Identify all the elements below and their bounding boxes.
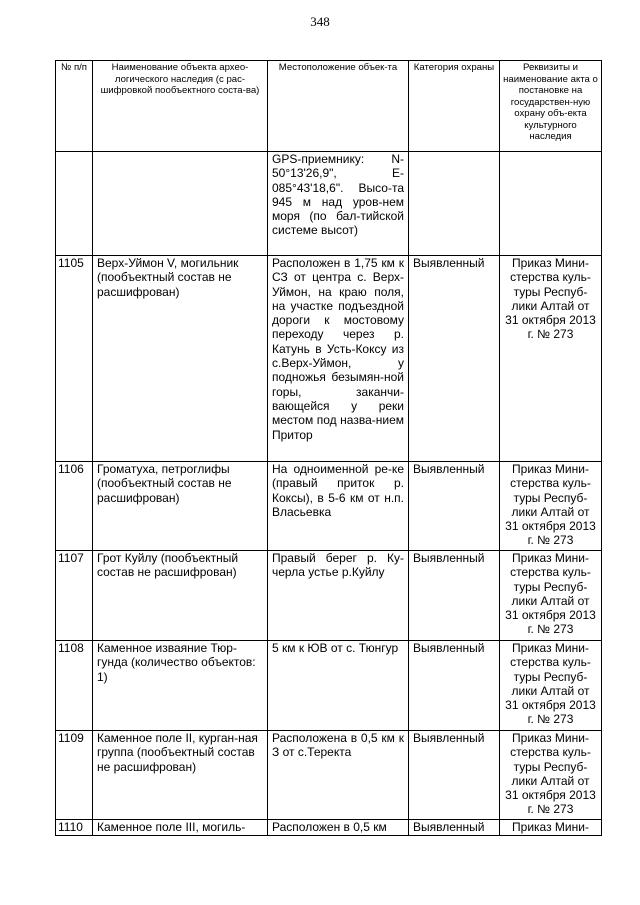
row-number: 1109 <box>56 731 93 820</box>
table-row <box>56 462 602 551</box>
row-object-name: Верх-Уймон V, могильник (пообъектный состав не расшифрован) <box>93 256 268 462</box>
table-row <box>56 152 602 256</box>
table-row <box>56 256 602 462</box>
header-number: № п/п <box>56 61 93 152</box>
table-row <box>56 641 602 731</box>
row-registry: Приказ Мини-стерства куль-туры Респуб-лики Алтай от 31 октября 2013 г. № 273 <box>500 462 602 551</box>
row-category: Выявленный <box>409 462 500 551</box>
page-number: 348 <box>310 14 330 29</box>
row-category: Выявленный <box>409 551 500 641</box>
row-location: Расположена в 0,5 км к З от с.Теректа <box>268 731 409 820</box>
table-row <box>56 820 602 836</box>
header-registry-act: Реквизиты и наименование акта о постановке на государствен-ную охрану объ-екта культурного наследия <box>500 61 602 152</box>
row-object-name <box>93 152 268 256</box>
table-row <box>56 731 602 820</box>
row-object-name: Громатуха, петроглифы (пообъектный состав не расшифрован) <box>93 462 268 551</box>
row-registry: Приказ Мини-стерства куль-туры Респуб-лики Алтай от 31 октября 2013 г. № 273 <box>500 641 602 731</box>
row-category: Выявленный <box>409 731 500 820</box>
row-object-name: Каменное изваяние Тюр-гунда (количество объектов: 1) <box>93 641 268 731</box>
row-number <box>56 152 93 256</box>
row-location: На одноименной ре-ке (правый приток р. Коксы), в 5-6 км от н.п. Власьевка <box>268 462 409 551</box>
row-category: Выявленный <box>409 820 500 836</box>
heritage-objects-table <box>55 60 602 836</box>
row-number: 1108 <box>56 641 93 731</box>
row-registry: Приказ Мини-стерства куль-туры Респуб-лики Алтай от 31 октября 2013 г. № 273 <box>500 551 602 641</box>
header-protection-category: Категория охраны <box>409 61 500 152</box>
header-object-name: Наименование объекта архео-логического наследия (с рас-шифровкой пообъектного соста-ва) <box>93 61 268 152</box>
row-object-name: Каменное поле III, могиль- <box>93 820 268 836</box>
row-category <box>409 152 500 256</box>
row-number: 1105 <box>56 256 93 462</box>
row-location: Расположен в 0,5 км <box>268 820 409 836</box>
header-location: Местоположение объек-та <box>268 61 409 152</box>
row-number: 1110 <box>56 820 93 836</box>
row-location: Расположен в 1,75 км к СЗ от центра с. Верх-Уймон, на краю поля, на участке подъездной дороги к мостовому переходу через р. Катунь в Усть-Коксу из с.Верх-Уймон, у подножья безымян-ной горы, заканчи-вающейся у реки местом под назва-нием Притор <box>268 256 409 462</box>
row-location: GPS-приемнику: N-50°13'26,9", E-085°43'18,6". Высо-та 945 м над уров-нем моря (по бал-тийской системе высот) <box>268 152 409 256</box>
row-object-name: Грот Куйлу (пообъектный состав не расшифрован) <box>93 551 268 641</box>
row-object-name: Каменное поле II, курган-ная группа (пообъектный состав не расшифрован) <box>93 731 268 820</box>
table-header-row <box>56 61 602 152</box>
row-registry: Приказ Мини- <box>500 820 602 836</box>
row-registry <box>500 152 602 256</box>
table-row <box>56 551 602 641</box>
row-location: Правый берег р. Ку-черла устье р.Куйлу <box>268 551 409 641</box>
row-registry: Приказ Мини-стерства куль-туры Респуб-лики Алтай от 31 октября 2013 г. № 273 <box>500 731 602 820</box>
row-number: 1107 <box>56 551 93 641</box>
row-category: Выявленный <box>409 256 500 462</box>
row-location: 5 км к ЮВ от с. Тюнгур <box>268 641 409 731</box>
row-number: 1106 <box>56 462 93 551</box>
row-registry: Приказ Мини-стерства куль-туры Респуб-лики Алтай от 31 октября 2013 г. № 273 <box>500 256 602 462</box>
row-category: Выявленный <box>409 641 500 731</box>
